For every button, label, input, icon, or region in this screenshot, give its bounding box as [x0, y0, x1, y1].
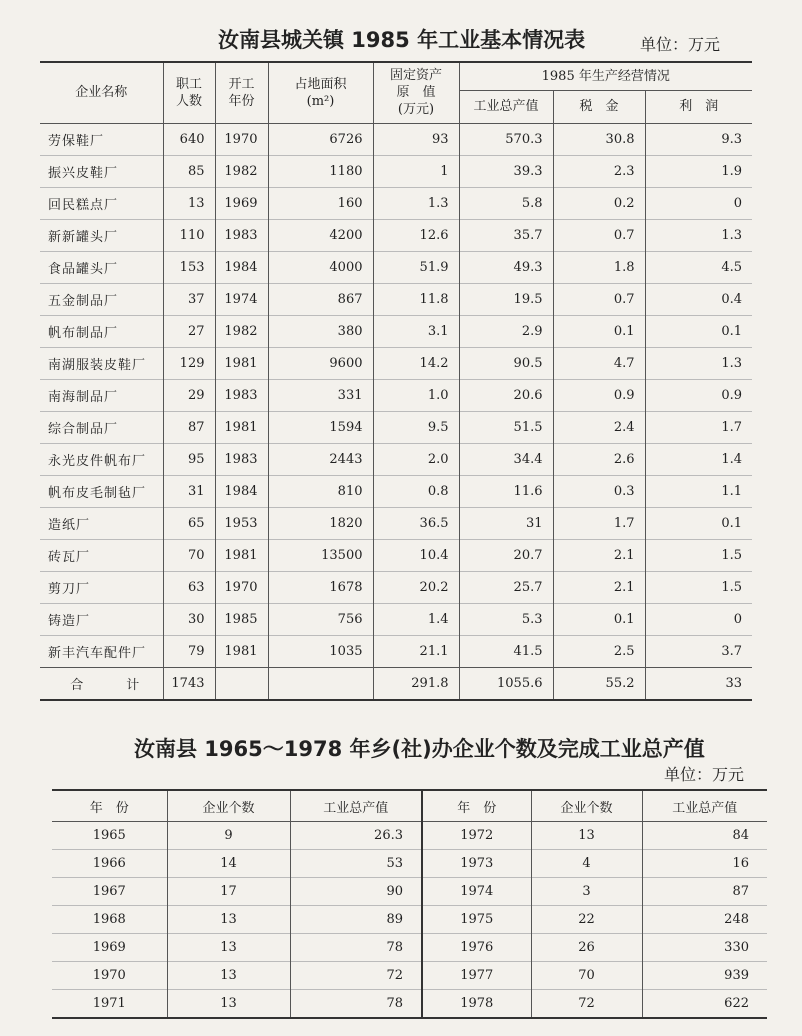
cell-output: 25.7 — [459, 571, 553, 603]
cell-name: 永光皮件帆布厂 — [40, 443, 163, 475]
cell-staff: 129 — [163, 347, 215, 379]
header-production-group: 1985 年生产经营情况 — [459, 62, 752, 90]
cell-year: 1983 — [215, 379, 268, 411]
cell-staff: 30 — [163, 603, 215, 635]
cell-output: 20.7 — [459, 539, 553, 571]
cell-name: 剪刀厂 — [40, 571, 163, 603]
cell-staff: 31 — [163, 475, 215, 507]
industry-table-1985 — [40, 61, 752, 701]
cell-tax: 4.7 — [553, 347, 645, 379]
cell-asset: 1.4 — [373, 603, 459, 635]
cell-area: 2443 — [268, 443, 373, 475]
table-row — [52, 906, 767, 934]
cell-name: 劳保鞋厂 — [40, 123, 163, 155]
cell-year: 1970 — [215, 123, 268, 155]
cell-profit: 1.3 — [645, 347, 752, 379]
cell-name: 砖瓦厂 — [40, 539, 163, 571]
cell-staff: 37 — [163, 283, 215, 315]
table-row — [40, 475, 752, 507]
cell-year: 1953 — [215, 507, 268, 539]
cell-name: 食品罐头厂 — [40, 251, 163, 283]
cell-y1: 1967 — [52, 878, 167, 906]
header-count-right: 企业个数 — [531, 790, 642, 822]
cell-c2: 70 — [531, 962, 642, 990]
cell-y2: 1974 — [422, 878, 531, 906]
cell-staff: 110 — [163, 219, 215, 251]
cell-o1: 78 — [290, 934, 422, 962]
cell-area: 380 — [268, 315, 373, 347]
cell-area: 1678 — [268, 571, 373, 603]
cell-staff: 85 — [163, 155, 215, 187]
table-row — [40, 315, 752, 347]
table-row — [40, 411, 752, 443]
cell-c2: 26 — [531, 934, 642, 962]
cell-name: 帆布皮毛制毡厂 — [40, 475, 163, 507]
cell-output: 2.9 — [459, 315, 553, 347]
cell-staff: 87 — [163, 411, 215, 443]
cell-area: 756 — [268, 603, 373, 635]
table-row — [40, 187, 752, 219]
cell-output: 90.5 — [459, 347, 553, 379]
cell-asset: 1.3 — [373, 187, 459, 219]
cell-c1: 9 — [167, 822, 290, 850]
cell-year: 1983 — [215, 443, 268, 475]
cell-output: 5.3 — [459, 603, 553, 635]
header-year-right: 年 份 — [422, 790, 531, 822]
cell-y2: 1975 — [422, 906, 531, 934]
table-row — [40, 219, 752, 251]
cell-tax: 2.4 — [553, 411, 645, 443]
cell-asset: 1.0 — [373, 379, 459, 411]
cell-o1: 90 — [290, 878, 422, 906]
table-row — [52, 934, 767, 962]
cell-c2: 13 — [531, 822, 642, 850]
township-enterprise-table — [52, 789, 767, 1019]
cell-area: 4200 — [268, 219, 373, 251]
cell-name: 帆布制品厂 — [40, 315, 163, 347]
cell-year: 1985 — [215, 603, 268, 635]
cell-year: 1970 — [215, 571, 268, 603]
cell-profit: 0.1 — [645, 315, 752, 347]
header-year-left: 年 份 — [52, 790, 167, 822]
cell-name: 造纸厂 — [40, 507, 163, 539]
cell-c2: 22 — [531, 906, 642, 934]
cell-year: 1984 — [215, 251, 268, 283]
cell-tax: 2.3 — [553, 155, 645, 187]
table-row — [40, 379, 752, 411]
cell-profit: 4.5 — [645, 251, 752, 283]
cell-year: 1982 — [215, 315, 268, 347]
cell-output: 34.4 — [459, 443, 553, 475]
cell-area: 867 — [268, 283, 373, 315]
table2-title: 汝南县 1965～1978 年乡(社)办企业个数及完成工业总产值 — [134, 737, 705, 761]
table-row — [40, 347, 752, 379]
cell-profit: 0.9 — [645, 379, 752, 411]
cell-year: 1981 — [215, 347, 268, 379]
total-output: 1055.6 — [459, 667, 553, 700]
cell-profit: 0.1 — [645, 507, 752, 539]
cell-tax: 0.7 — [553, 219, 645, 251]
cell-year: 1981 — [215, 539, 268, 571]
cell-c1: 13 — [167, 962, 290, 990]
cell-asset: 51.9 — [373, 251, 459, 283]
cell-staff: 13 — [163, 187, 215, 219]
cell-output: 5.8 — [459, 187, 553, 219]
cell-name: 新丰汽车配件厂 — [40, 635, 163, 667]
cell-output: 39.3 — [459, 155, 553, 187]
cell-output: 19.5 — [459, 283, 553, 315]
cell-name: 南湖服装皮鞋厂 — [40, 347, 163, 379]
total-asset: 291.8 — [373, 667, 459, 700]
cell-asset: 9.5 — [373, 411, 459, 443]
cell-staff: 79 — [163, 635, 215, 667]
cell-c1: 13 — [167, 906, 290, 934]
cell-tax: 1.8 — [553, 251, 645, 283]
total-label: 合 计 — [40, 667, 163, 700]
cell-profit: 0 — [645, 187, 752, 219]
cell-profit: 9.3 — [645, 123, 752, 155]
cell-y1: 1965 — [52, 822, 167, 850]
cell-asset: 10.4 — [373, 539, 459, 571]
table1-unit: 单位：万元 — [640, 35, 721, 54]
cell-profit: 0.4 — [645, 283, 752, 315]
table-row — [40, 123, 752, 155]
cell-year: 1969 — [215, 187, 268, 219]
table-row — [40, 283, 752, 315]
cell-year: 1984 — [215, 475, 268, 507]
cell-y1: 1966 — [52, 850, 167, 878]
cell-profit: 1.1 — [645, 475, 752, 507]
cell-profit: 1.4 — [645, 443, 752, 475]
cell-area: 810 — [268, 475, 373, 507]
total-staff: 1743 — [163, 667, 215, 700]
table-row — [52, 878, 767, 906]
cell-y1: 1971 — [52, 990, 167, 1019]
cell-output: 570.3 — [459, 123, 553, 155]
cell-asset: 20.2 — [373, 571, 459, 603]
total-year — [215, 667, 268, 700]
table-row — [40, 507, 752, 539]
cell-staff: 65 — [163, 507, 215, 539]
cell-c1: 13 — [167, 990, 290, 1019]
cell-y2: 1972 — [422, 822, 531, 850]
header-output: 工业总产值 — [459, 90, 553, 123]
header-profit: 利 润 — [645, 90, 752, 123]
header-area: 占地面积 (m²) — [268, 62, 373, 123]
cell-c1: 14 — [167, 850, 290, 878]
cell-y2: 1977 — [422, 962, 531, 990]
cell-y1: 1968 — [52, 906, 167, 934]
cell-o2: 84 — [642, 822, 767, 850]
cell-staff: 70 — [163, 539, 215, 571]
cell-year: 1983 — [215, 219, 268, 251]
header-fixed-asset: 固定资产 原 值 (万元) — [373, 62, 459, 123]
cell-tax: 2.6 — [553, 443, 645, 475]
cell-c1: 17 — [167, 878, 290, 906]
cell-c2: 4 — [531, 850, 642, 878]
cell-tax: 0.1 — [553, 603, 645, 635]
cell-o2: 248 — [642, 906, 767, 934]
cell-area: 1594 — [268, 411, 373, 443]
cell-o1: 26.3 — [290, 822, 422, 850]
cell-year: 1981 — [215, 411, 268, 443]
cell-profit: 0 — [645, 603, 752, 635]
cell-area: 6726 — [268, 123, 373, 155]
table-row — [52, 822, 767, 850]
table-row — [40, 635, 752, 667]
cell-tax: 2.1 — [553, 539, 645, 571]
cell-output: 41.5 — [459, 635, 553, 667]
table-row — [52, 962, 767, 990]
header-count-left: 企业个数 — [167, 790, 290, 822]
cell-asset: 12.6 — [373, 219, 459, 251]
cell-staff: 95 — [163, 443, 215, 475]
cell-staff: 29 — [163, 379, 215, 411]
total-row — [40, 667, 752, 700]
cell-tax: 2.5 — [553, 635, 645, 667]
cell-asset: 21.1 — [373, 635, 459, 667]
cell-o1: 53 — [290, 850, 422, 878]
cell-asset: 11.8 — [373, 283, 459, 315]
cell-tax: 30.8 — [553, 123, 645, 155]
cell-area: 9600 — [268, 347, 373, 379]
cell-asset: 2.0 — [373, 443, 459, 475]
cell-staff: 63 — [163, 571, 215, 603]
header-enterprise-name: 企业名称 — [40, 62, 163, 123]
cell-tax: 2.1 — [553, 571, 645, 603]
cell-y1: 1970 — [52, 962, 167, 990]
table2-body — [52, 822, 767, 1019]
cell-area: 1820 — [268, 507, 373, 539]
cell-c2: 72 — [531, 990, 642, 1019]
cell-output: 31 — [459, 507, 553, 539]
cell-o2: 622 — [642, 990, 767, 1019]
table-row — [40, 571, 752, 603]
cell-o2: 16 — [642, 850, 767, 878]
cell-name: 新新罐头厂 — [40, 219, 163, 251]
cell-o2: 330 — [642, 934, 767, 962]
cell-name: 综合制品厂 — [40, 411, 163, 443]
cell-o1: 78 — [290, 990, 422, 1019]
total-area — [268, 667, 373, 700]
cell-output: 49.3 — [459, 251, 553, 283]
cell-area: 1180 — [268, 155, 373, 187]
cell-profit: 1.5 — [645, 571, 752, 603]
cell-tax: 0.1 — [553, 315, 645, 347]
table-row — [40, 251, 752, 283]
cell-output: 35.7 — [459, 219, 553, 251]
header-staff: 职工 人数 — [163, 62, 215, 123]
cell-year: 1974 — [215, 283, 268, 315]
table1-body — [40, 123, 752, 700]
cell-year: 1982 — [215, 155, 268, 187]
cell-name: 南海制品厂 — [40, 379, 163, 411]
cell-o2: 939 — [642, 962, 767, 990]
cell-tax: 0.2 — [553, 187, 645, 219]
cell-asset: 14.2 — [373, 347, 459, 379]
cell-staff: 640 — [163, 123, 215, 155]
cell-name: 铸造厂 — [40, 603, 163, 635]
cell-y2: 1976 — [422, 934, 531, 962]
cell-y2: 1973 — [422, 850, 531, 878]
cell-profit: 3.7 — [645, 635, 752, 667]
cell-output: 20.6 — [459, 379, 553, 411]
cell-asset: 3.1 — [373, 315, 459, 347]
total-tax: 55.2 — [553, 667, 645, 700]
cell-asset: 93 — [373, 123, 459, 155]
cell-area: 4000 — [268, 251, 373, 283]
cell-area: 13500 — [268, 539, 373, 571]
cell-profit: 1.3 — [645, 219, 752, 251]
total-profit: 33 — [645, 667, 752, 700]
cell-c2: 3 — [531, 878, 642, 906]
table-row — [40, 443, 752, 475]
cell-y2: 1978 — [422, 990, 531, 1019]
cell-staff: 27 — [163, 315, 215, 347]
cell-tax: 0.9 — [553, 379, 645, 411]
cell-asset: 0.8 — [373, 475, 459, 507]
cell-tax: 0.7 — [553, 283, 645, 315]
table-row — [52, 850, 767, 878]
table-row — [40, 603, 752, 635]
cell-name: 振兴皮鞋厂 — [40, 155, 163, 187]
header-tax: 税 金 — [553, 90, 645, 123]
table-row — [40, 155, 752, 187]
table-row — [40, 539, 752, 571]
cell-c1: 13 — [167, 934, 290, 962]
cell-o2: 87 — [642, 878, 767, 906]
header-start-year: 开工 年份 — [215, 62, 268, 123]
cell-profit: 1.7 — [645, 411, 752, 443]
cell-o1: 72 — [290, 962, 422, 990]
cell-y1: 1969 — [52, 934, 167, 962]
cell-output: 51.5 — [459, 411, 553, 443]
cell-name: 五金制品厂 — [40, 283, 163, 315]
cell-o1: 89 — [290, 906, 422, 934]
cell-staff: 153 — [163, 251, 215, 283]
cell-profit: 1.5 — [645, 539, 752, 571]
cell-tax: 0.3 — [553, 475, 645, 507]
cell-output: 11.6 — [459, 475, 553, 507]
cell-area: 331 — [268, 379, 373, 411]
table2-unit: 单位：万元 — [664, 765, 745, 784]
header-output-right: 工业总产值 — [642, 790, 767, 822]
cell-area: 160 — [268, 187, 373, 219]
cell-asset: 36.5 — [373, 507, 459, 539]
cell-area: 1035 — [268, 635, 373, 667]
cell-year: 1981 — [215, 635, 268, 667]
table1-title: 汝南县城关镇 1985 年工业基本情况表 — [218, 28, 586, 52]
cell-name: 回民糕点厂 — [40, 187, 163, 219]
header-output-left: 工业总产值 — [290, 790, 422, 822]
cell-tax: 1.7 — [553, 507, 645, 539]
cell-asset: 1 — [373, 155, 459, 187]
cell-profit: 1.9 — [645, 155, 752, 187]
table-row — [52, 990, 767, 1019]
